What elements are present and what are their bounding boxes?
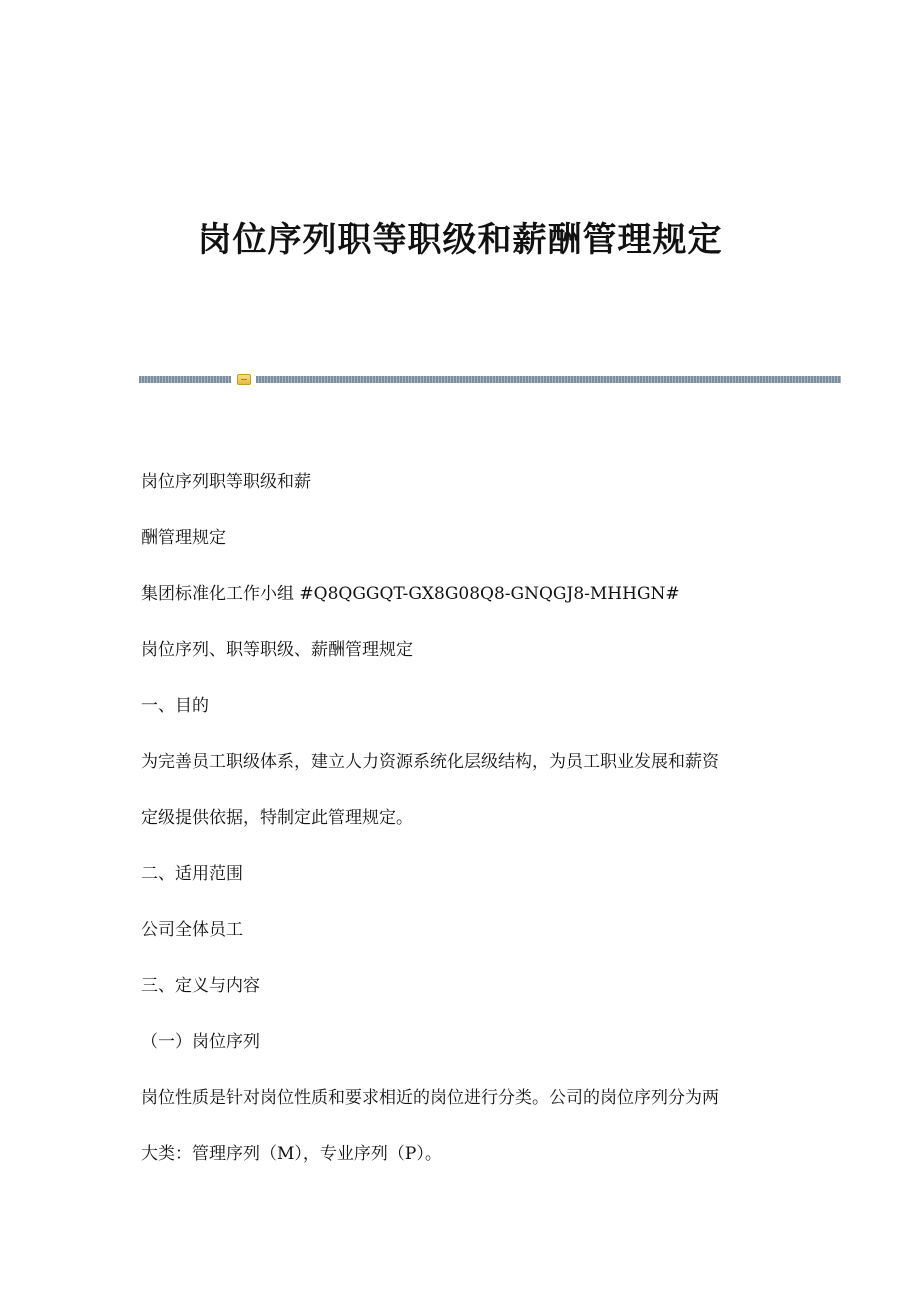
section-purpose-heading: 一、目的 [141,696,209,716]
doc-id-line: 集团标准化工作小组 #Q8QGGQT-GX8G08Q8-GNQGJ8-MHHGN# [141,584,680,604]
title-divider [139,374,841,385]
subtitle-line: 岗位序列、职等职级、薪酬管理规定 [141,640,413,660]
divider-bar-left [139,376,231,383]
page-title: 岗位序列职等职级和薪酬管理规定 [197,220,723,260]
section-scope-heading: 二、适用范围 [141,864,243,884]
heading-line-1: 岗位序列职等职级和薪 [141,472,311,492]
section-definition-heading: 三、定义与内容 [141,976,260,996]
purpose-paragraph-line-2: 定级提供依据，特制定此管理规定。 [141,808,413,828]
scope-text: 公司全体员工 [141,920,243,940]
purpose-paragraph-line-1: 为完善员工职级体系，建立人力资源系统化层级结构，为员工职业发展和薪资 [141,752,719,772]
divider-ornament-icon [237,374,251,385]
document-body [141,468,781,1168]
heading-line-2: 酬管理规定 [141,528,226,548]
sequence-paragraph-line-2: 大类：管理序列（M），专业序列（P）。 [141,1144,442,1164]
divider-bar-right [256,376,841,383]
subsection-position-sequence: （一）岗位序列 [141,1032,260,1052]
sequence-paragraph-line-1: 岗位性质是针对岗位性质和要求相近的岗位进行分类。公司的岗位序列分为两 [141,1088,719,1108]
